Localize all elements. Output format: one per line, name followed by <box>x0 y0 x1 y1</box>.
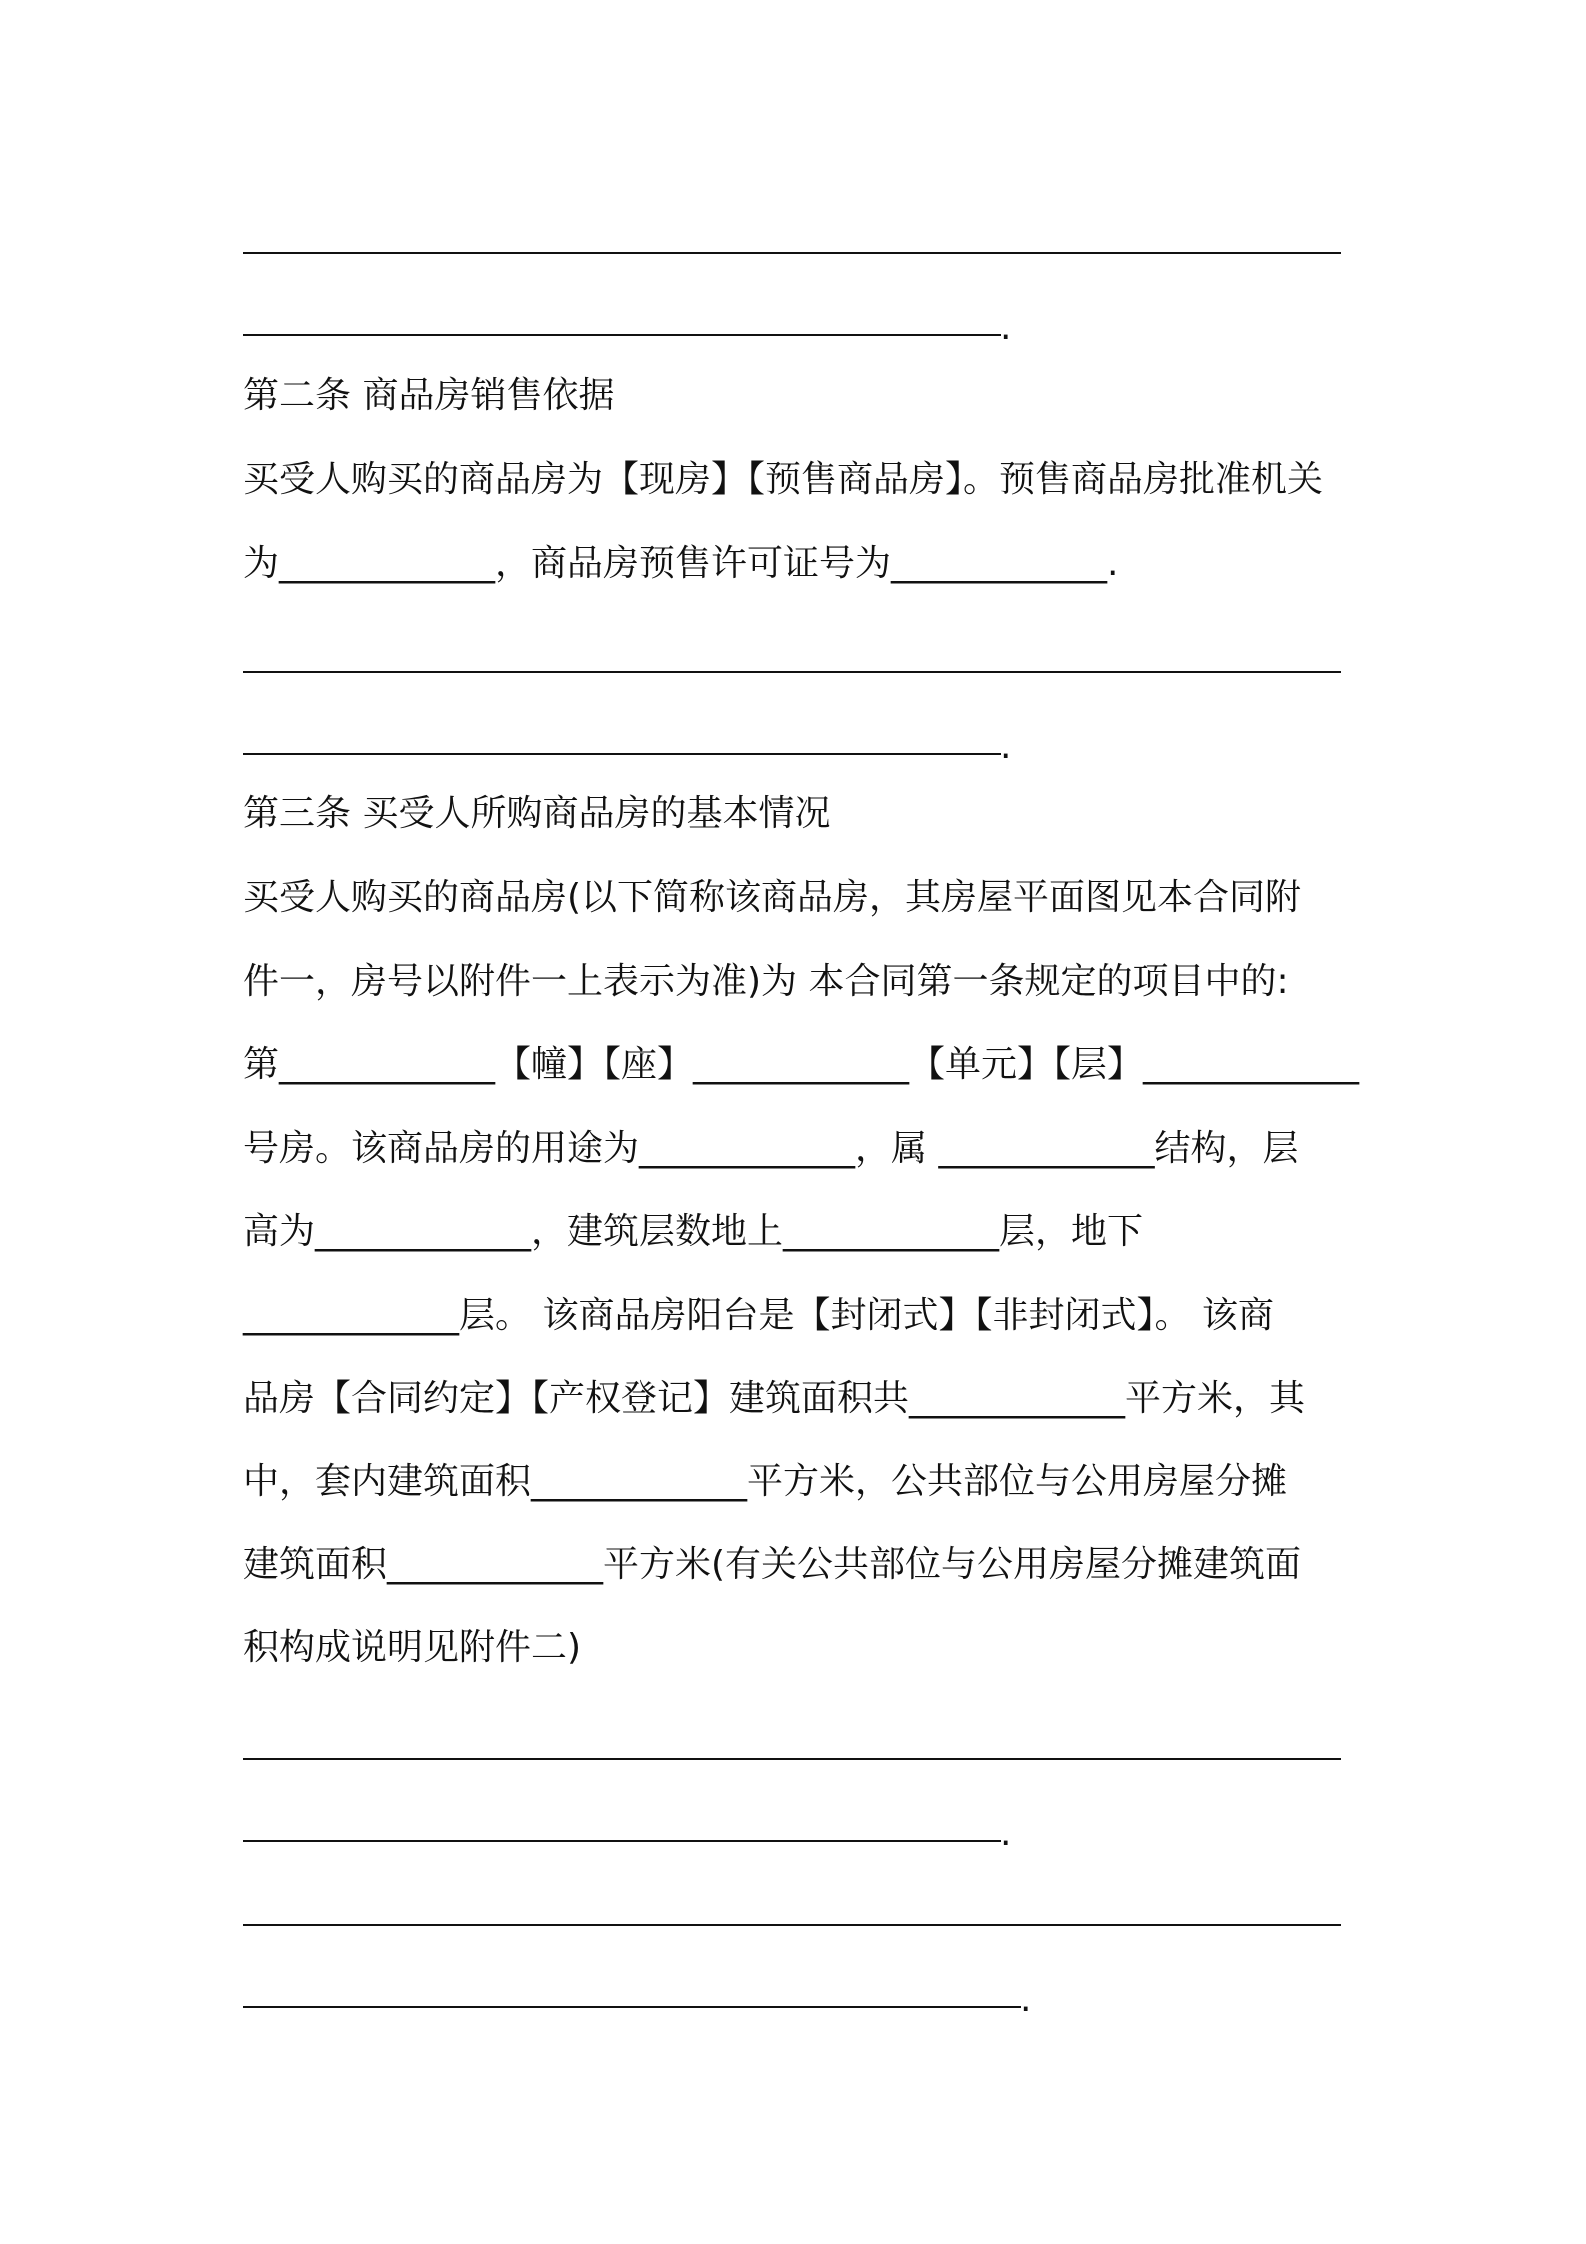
article-3-heading: 第三条 买受人所购商品房的基本情况 <box>243 793 831 834</box>
blank-line <box>243 334 1001 336</box>
blank-line <box>243 1840 1001 1842</box>
article-3-text-line: 高为____________，建筑层数地上____________层，地下 <box>243 1211 1144 1252</box>
article-2-text-line: 为____________，商品房预售许可证号为____________. <box>243 543 1119 584</box>
blank-line <box>243 2006 1021 2008</box>
blank-line <box>243 671 1341 673</box>
article-3-text-line: 品房【合同约定】【产权登记】建筑面积共____________平方米，其 <box>243 1378 1306 1419</box>
article-3-text-line: ____________层。 该商品房阳台是【封闭式】【非封闭式】。 该商 <box>243 1295 1274 1336</box>
period-mark: . <box>1020 1979 1032 2020</box>
article-3-text-line: 买受人购买的商品房(以下简称该商品房，其房屋平面图见本合同附 <box>243 877 1302 918</box>
article-3-text-line: 建筑面积____________平方米(有关公共部位与公用房屋分摊建筑面 <box>243 1544 1302 1585</box>
article-3-text-line: 号房。该商品房的用途为____________，属 ____________结构，层 <box>243 1128 1299 1169</box>
article-3-text-line: 第____________【幢】【座】____________【单元】【层】____________ <box>243 1044 1360 1085</box>
article-2-text-line: 买受人购买的商品房为【现房】【预售商品房】。预售商品房批准机关 <box>243 459 1324 500</box>
article-3-text-line: 中，套内建筑面积____________平方米，公共部位与公用房屋分摊 <box>243 1461 1288 1502</box>
article-3-text-line: 积构成说明见附件二) <box>243 1627 582 1668</box>
blank-line <box>243 252 1341 254</box>
period-mark: . <box>1000 1813 1012 1854</box>
article-2-heading: 第二条 商品房销售依据 <box>243 375 615 416</box>
period-mark: . <box>1000 307 1012 348</box>
blank-line <box>243 753 1001 755</box>
blank-line <box>243 1924 1341 1926</box>
article-3-text-line: 件一，房号以附件一上表示为准)为 本合同第一条规定的项目中的: <box>243 961 1289 1002</box>
period-mark: . <box>1000 726 1012 767</box>
blank-line <box>243 1758 1341 1760</box>
